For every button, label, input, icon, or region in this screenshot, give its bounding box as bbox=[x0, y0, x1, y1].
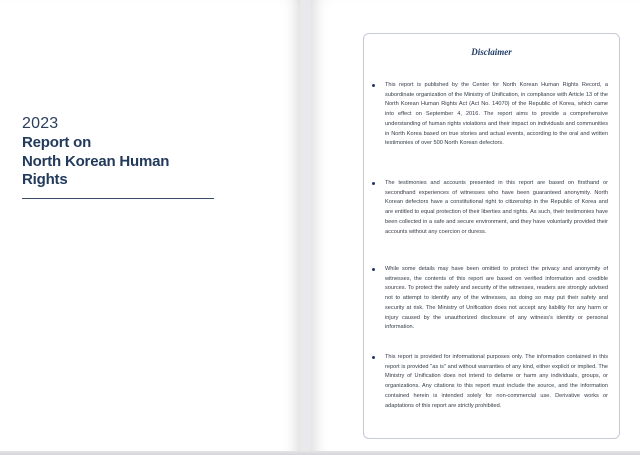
disclaimer-item-text: This report is published by the Center for North Korean Human Rights Record, a subordinate organization of the Ministry of Unification, in compliance with Article 13 of the North Korean Human Rights Act (Act No. 14070) of the Republic of Korea, which came into effect on September 4, 2016. The report aims to provide a comprehensive understanding of human rights violations and their impact on individuals and communities in North Korea based on true stories and actual events, according to the oral and written testimonies of over 500 North Korean defectors. bbox=[385, 82, 608, 147]
disclaimer-item-text: The testimonies and accounts presented in this report are based on firsthand or secondhand experiences of witnesses who have been guaranteed anonymity. North Korean defectors have a constitutional right to citizenship in the Republic of Korea and are entitled to equal protection of their liberties and rights. As such, their testimonies have been collected in a safe and secure environment, and they have voluntarily provided their accounts without any coercion or duress. bbox=[385, 180, 608, 235]
bullet-icon bbox=[372, 268, 375, 271]
disclaimer-box bbox=[363, 33, 620, 439]
title-divider bbox=[22, 198, 214, 199]
bullet-icon bbox=[372, 182, 375, 185]
disclaimer-item-text: While some details may have been omitted to protect the privacy and anonymity of witnesses, the contents of this report are based on verified information and credible sources. To protect the safety and security of the witnesses, readers are strongly advised not to attempt to identify any of the witnesses, as doing so may put their safety and security at risk. The Ministry of Unification does not accept any liability for any harm or injury caused by the unauthorized disclosure of any witness's identity or personal information. bbox=[385, 266, 608, 331]
disclaimer-item bbox=[372, 353, 608, 411]
disclaimer-item bbox=[372, 265, 608, 333]
disclaimer-heading: Disclaimer bbox=[471, 47, 512, 57]
page-bottom-shadow bbox=[0, 451, 640, 455]
cover-title-block bbox=[22, 114, 214, 199]
report-year: 2023 bbox=[22, 115, 59, 132]
right-page bbox=[311, 0, 640, 455]
left-page bbox=[0, 0, 300, 455]
report-title-line-2: North Korean Human Rights bbox=[22, 152, 170, 188]
bullet-icon bbox=[372, 84, 375, 87]
bullet-icon bbox=[372, 356, 375, 359]
disclaimer-item bbox=[372, 81, 608, 149]
report-title-line-1: Report on bbox=[22, 134, 92, 151]
disclaimer-item-text: This report is provided for informational purposes only. The information contained in this report is provided "as is" and without warranties of any kind, either explicit or implied. The Ministry of Unification does not intend to defame or harm any individuals, groups, or organizations. Any citations to this report must include the source, and the information contained herein is intended solely for non-commercial use. Derivative works or adaptations of this report are strictly prohibited. bbox=[385, 354, 608, 409]
disclaimer-item bbox=[372, 179, 608, 237]
